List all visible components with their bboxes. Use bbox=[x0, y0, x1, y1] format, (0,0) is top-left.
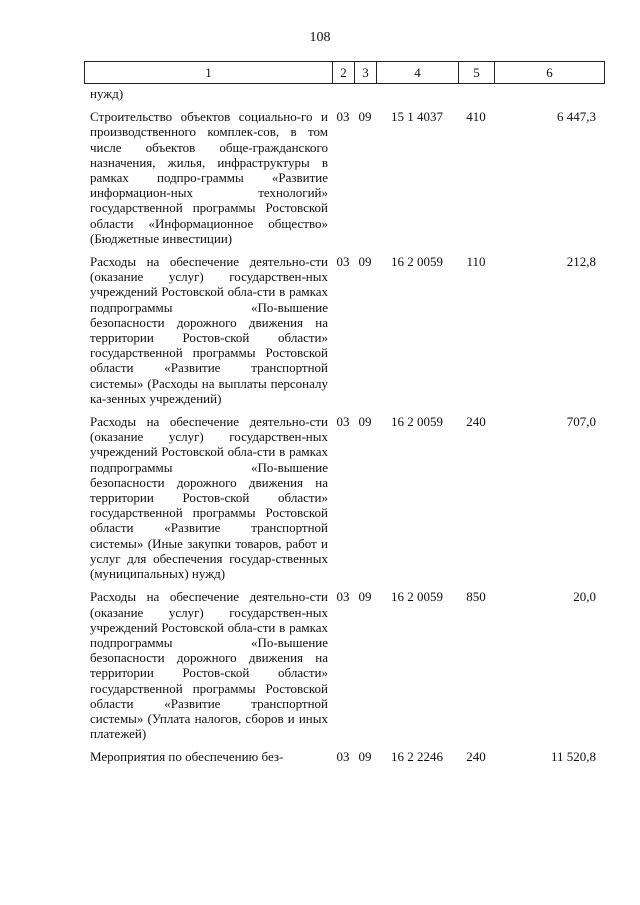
row-csr: 16 2 0059 bbox=[391, 414, 443, 430]
row-sum: 11 520,8 bbox=[550, 749, 596, 765]
row-rz: 03 bbox=[336, 414, 350, 430]
row-pr: 09 bbox=[358, 254, 372, 270]
row-description: Расходы на обеспечение деятельно-сти (оказание услуг) государствен-ных учреждений Ростовской обла-сти в рамках подпрограммы «По-вышение безопасности дорожного движения на территории Ростов-ской области» государственной программы Ростовской области «Развитие транспортной системы» (Расходы на выплаты персоналу ка-зенных учреждений) bbox=[90, 254, 328, 406]
table-row bbox=[84, 105, 604, 250]
table-row bbox=[84, 250, 604, 410]
header-col-5: 5 bbox=[459, 62, 495, 84]
row-pr: 09 bbox=[358, 749, 372, 765]
continued-row bbox=[84, 86, 604, 105]
row-description: Мероприятия по обеспечению без- bbox=[90, 749, 284, 765]
row-description: Расходы на обеспечение деятельно-сти (оказание услуг) государствен-ных учреждений Ростовской обла-сти в рамках подпрограммы «По-вышение безопасности дорожного движения на территории Ростов-ской области» государственной программы Ростовской области «Развитие транспортной системы» (Уплата налогов, сборов и иных платежей) bbox=[90, 589, 328, 742]
row-rz: 03 bbox=[336, 109, 350, 125]
row-description: Строительство объектов социально-го и производственного комплек-сов, в том числе объектов обще-гражданского назначения, жилья, инфраструктуры в рамках подпро-граммы «Развитие информацион-ных технологий» государственной программы Ростовской области «Информационное общество» (Бюджетные инвестиции) bbox=[90, 109, 328, 246]
row-sum: 20,0 bbox=[573, 589, 596, 605]
row-vr: 240 bbox=[466, 749, 486, 765]
row-vr: 110 bbox=[466, 254, 486, 270]
row-csr: 16 2 0059 bbox=[391, 589, 443, 605]
row-pr: 09 bbox=[358, 589, 372, 605]
row-description: Расходы на обеспечение деятельно-сти (оказание услуг) государствен-ных учреждений Ростовской обла-сти в рамках подпрограммы «По-вышение безопасности дорожного движения на территории Ростов-ской области» государственной программы Ростовской области «Развитие транспортной системы» (Иные закупки товаров, работ и услуг для обеспечения государ-ственных (муниципальных) нужд) bbox=[90, 414, 328, 582]
row-rz: 03 bbox=[336, 254, 350, 270]
table-header bbox=[84, 61, 605, 84]
row-csr: 15 1 4037 bbox=[391, 109, 443, 125]
row-vr: 850 bbox=[466, 589, 486, 605]
header-col-4: 4 bbox=[377, 62, 459, 84]
table-row bbox=[84, 410, 604, 585]
header-col-2: 2 bbox=[333, 62, 355, 84]
row-csr: 16 2 0059 bbox=[391, 254, 443, 270]
header-col-1: 1 bbox=[85, 62, 333, 84]
row-vr: 240 bbox=[466, 414, 486, 430]
row-sum: 707,0 bbox=[566, 414, 596, 430]
row-pr: 09 bbox=[358, 414, 372, 430]
row-rz: 03 bbox=[336, 589, 350, 605]
header-col-3: 3 bbox=[355, 62, 377, 84]
row-csr: 16 2 2246 bbox=[391, 749, 443, 765]
header-col-6: 6 bbox=[495, 62, 605, 84]
row-sum: 212,8 bbox=[566, 254, 596, 270]
continued-text: нужд) bbox=[90, 86, 124, 101]
table-row bbox=[84, 585, 604, 745]
budget-table bbox=[84, 86, 604, 769]
row-pr: 09 bbox=[358, 109, 372, 125]
row-rz: 03 bbox=[336, 749, 350, 765]
row-sum: 6 447,3 bbox=[557, 109, 596, 125]
row-vr: 410 bbox=[466, 109, 486, 125]
page-number: 108 bbox=[309, 30, 331, 45]
table-row bbox=[84, 745, 604, 768]
